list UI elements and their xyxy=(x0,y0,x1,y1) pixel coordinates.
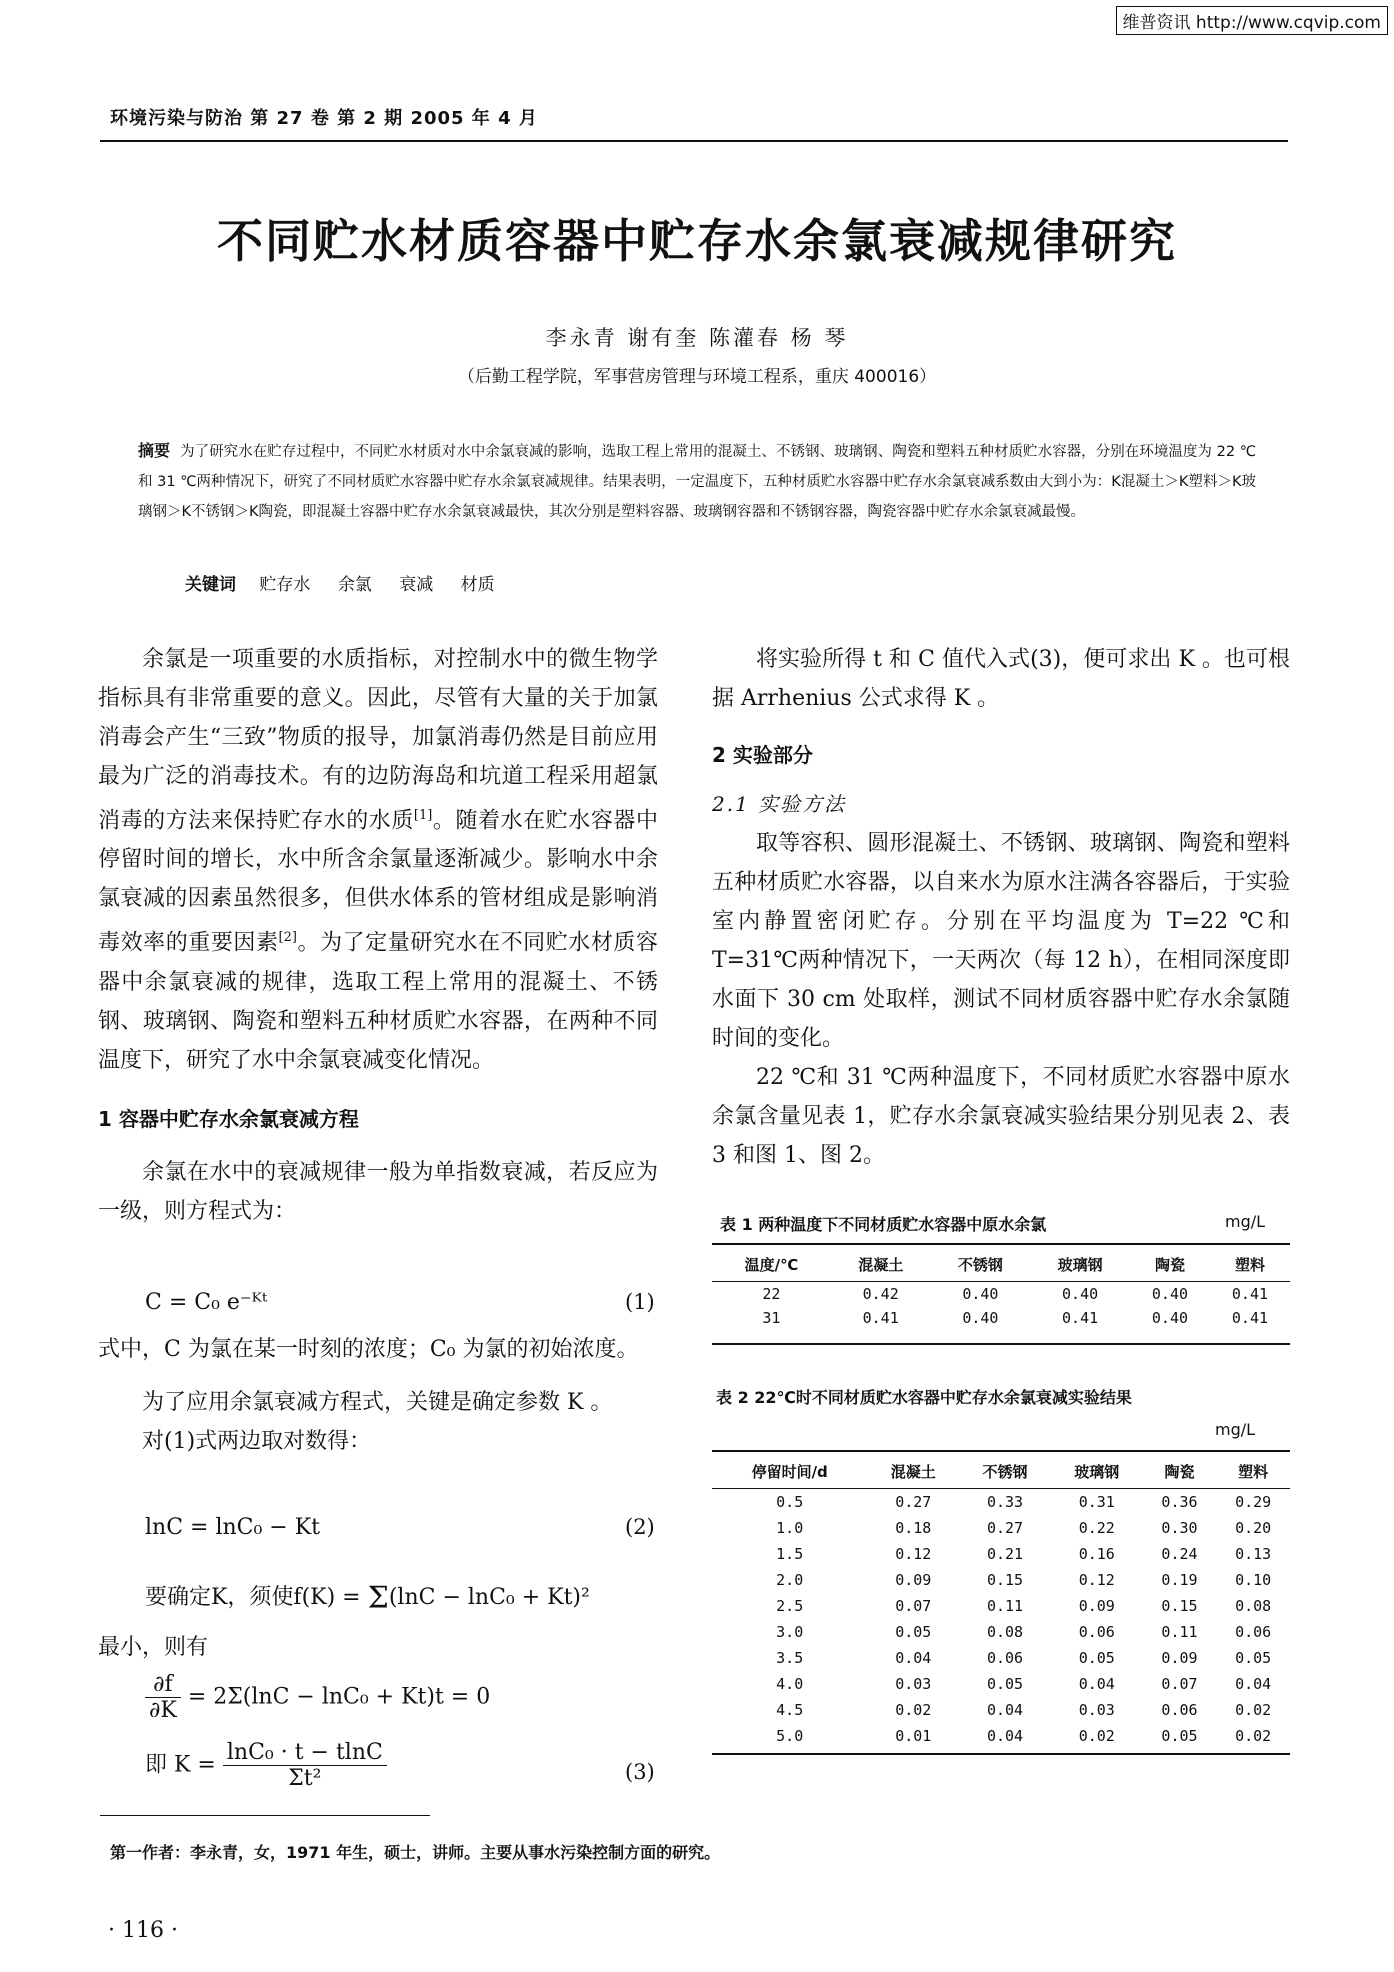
table-2-unit: mg/L xyxy=(1215,1420,1256,1439)
table-1-caption: 表 1 两种温度下不同材质贮水容器中原水余氯 xyxy=(720,1215,1047,1234)
table-row xyxy=(712,1489,1290,1516)
table-row xyxy=(712,1671,1290,1697)
table-header: 不锈钢 xyxy=(982,1463,1028,1481)
left-column-cont xyxy=(98,1330,658,1461)
watermark: 维普资讯 http://www.cqvip.com xyxy=(1116,6,1388,35)
table-cell: 0.11 xyxy=(986,1597,1024,1615)
table-cell: 0.05 xyxy=(1078,1649,1115,1667)
running-header: 环境污染与防治 第 27 卷 第 2 期 2005 年 4 月 xyxy=(110,108,538,129)
table-cell: 0.36 xyxy=(1161,1493,1198,1511)
table-row xyxy=(712,1567,1290,1593)
equation-2: lnC = lnC₀ − Kt xyxy=(145,1515,321,1540)
equation-1: C = C₀ e⁻ᴷᵗ xyxy=(145,1290,268,1315)
table-cell: 0.22 xyxy=(1078,1519,1115,1537)
table-cell: 0.12 xyxy=(895,1545,932,1563)
abstract-label: 摘要 xyxy=(138,441,171,460)
table-cell: 0.41 xyxy=(1231,1309,1269,1327)
table-rule xyxy=(712,1450,1290,1452)
table-cell: 5.0 xyxy=(776,1727,804,1745)
table-cell: 0.04 xyxy=(1078,1675,1115,1693)
table-cell: 0.09 xyxy=(1078,1597,1115,1615)
table-cell: 0.27 xyxy=(986,1519,1024,1537)
abstract-text: 为了研究水在贮存过程中，不同贮水材质对水中余氯衰减的影响，选取工程上常用的混凝土、不锈钢、玻璃钢、陶瓷和塑料五种材质贮水容器，分别在环境温度为 22 ℃和 31 ℃两种情况下，研究了不同材质贮水容器中贮存水余氯衰减规律。结果表明，一定温度下，五种材质贮水容器中贮存水余氯衰减系数由大到小为：K混凝土＞K塑料＞K玻璃钢＞K不锈钢＞K陶瓷，即混凝土容器中贮存水余氯衰减最快，其次分别是塑料容器、玻璃钢容器和不锈钢容器，陶瓷容器中贮存水余氯衰减最慢。 xyxy=(138,444,1256,520)
table-cell: 0.41 xyxy=(1231,1285,1269,1303)
table-header: 塑料 xyxy=(1234,1256,1265,1274)
keywords xyxy=(185,570,517,595)
table-cell: 0.31 xyxy=(1078,1493,1115,1511)
table-header: 塑料 xyxy=(1238,1463,1269,1481)
table-cell: 1.5 xyxy=(776,1545,804,1563)
table-row xyxy=(712,1306,1290,1330)
table-cell: 0.06 xyxy=(1078,1623,1115,1641)
section-1-heading: 1 容器中贮存水余氯衰减方程 xyxy=(98,1106,359,1131)
equation-derivative: $\frac{\partial f}{\partial K}$ = 2Σ(lnC − lnC₀ + Kt)t = 0 xyxy=(145,1672,490,1723)
table-rule xyxy=(712,1753,1290,1755)
table-cell: 0.41 xyxy=(862,1309,899,1327)
paragraph: 将实验所得 t 和 C 值代入式(3)，便可求出 K 。也可根据 Arrhenius 公式求得 K 。 xyxy=(712,647,1290,711)
table-cell: 0.03 xyxy=(895,1675,932,1693)
table-cell: 0.27 xyxy=(895,1493,932,1511)
table-header: 陶瓷 xyxy=(1154,1256,1185,1274)
table-cell: 0.29 xyxy=(1235,1493,1272,1511)
table-header: 玻璃钢 xyxy=(1074,1463,1120,1481)
table-cell: 22 xyxy=(762,1285,781,1303)
table-row xyxy=(712,1593,1290,1619)
table-cell: 0.05 xyxy=(986,1675,1024,1693)
page-number: · 116 · xyxy=(108,1918,178,1943)
table-cell: 2.5 xyxy=(776,1597,804,1615)
table-cell: 0.05 xyxy=(1161,1727,1198,1745)
header-rule xyxy=(100,140,1288,142)
keyword: 余氯 xyxy=(337,575,372,595)
table-cell: 0.04 xyxy=(895,1649,932,1667)
equation-3: 即 K = $\frac{\text{lnC₀ · t − tlnC}}{\text{Σt²}}$ xyxy=(145,1740,387,1791)
table-rule xyxy=(712,1343,1290,1345)
table-cell: 0.40 xyxy=(962,1285,999,1303)
table-2-caption: 表 2 22℃时不同材质贮水容器中贮存水余氯衰减实验结果 xyxy=(716,1388,1132,1407)
table-row xyxy=(712,1515,1290,1541)
table-cell: 0.13 xyxy=(1235,1545,1272,1563)
table-cell: 0.03 xyxy=(1078,1701,1115,1719)
equation-2-number: (2) xyxy=(625,1515,655,1539)
equation-1-number: (1) xyxy=(625,1290,655,1314)
keyword: 材质 xyxy=(460,575,495,595)
table-1 xyxy=(712,1248,1290,1330)
table-cell: 0.08 xyxy=(1235,1597,1272,1615)
table-row xyxy=(712,1619,1290,1645)
table-header-row xyxy=(712,1455,1290,1489)
table-cell: 0.07 xyxy=(1161,1675,1198,1693)
abstract xyxy=(138,436,1256,527)
table-header: 温度/℃ xyxy=(744,1256,799,1274)
paragraph: 取等容积、圆形混凝土、不锈钢、玻璃钢、陶瓷和塑料五种材质贮水容器，以自来水为原水注满各容器后，于实验室内静置密闭贮存。分别在平均温度为 T=22 ℃和 T=31℃两种情况下，一天两次（每 12 h），在相同深度即水面下 30 cm 处取样，测试不同材质容器中贮存水余氯随时间的变化。 xyxy=(712,831,1290,1051)
table-cell: 0.11 xyxy=(1161,1623,1198,1641)
paragraph: 22 ℃和 31 ℃两种温度下，不同材质贮水容器中原水余氯含量见表 1，贮存水余氯衰减实验结果分别见表 2、表 3 和图 1、图 2。 xyxy=(712,1065,1290,1168)
table-cell: 3.0 xyxy=(776,1623,804,1641)
table-header: 停留时间/d xyxy=(751,1463,828,1481)
table-cell: 4.5 xyxy=(776,1701,804,1719)
table-cell: 0.10 xyxy=(1235,1571,1272,1589)
table-cell: 0.24 xyxy=(1161,1545,1198,1563)
table-cell: 0.15 xyxy=(1161,1597,1198,1615)
table-header: 玻璃钢 xyxy=(1057,1256,1103,1274)
table-cell: 0.21 xyxy=(986,1545,1024,1563)
table-cell: 0.33 xyxy=(986,1493,1024,1511)
table-header: 陶瓷 xyxy=(1164,1463,1195,1481)
equation-objective: 要确定K，须使f(K) = Σ(lnC − lnC₀ + Kt)² xyxy=(145,1580,590,1616)
table-1-unit: mg/L xyxy=(1225,1212,1266,1231)
keyword: 衰减 xyxy=(399,575,434,595)
table-cell: 0.19 xyxy=(1161,1571,1198,1589)
table-cell: 0.09 xyxy=(895,1571,932,1589)
affiliation: （后勤工程学院，军事营房管理与环境工程系，重庆 400016） xyxy=(457,367,937,387)
section-2-heading: 2 实验部分 xyxy=(712,743,813,767)
left-column xyxy=(98,640,658,1231)
table-row xyxy=(712,1723,1290,1749)
table-cell: 0.06 xyxy=(1161,1701,1198,1719)
citation[interactable]: [1] xyxy=(413,808,433,823)
table-cell: 0.40 xyxy=(962,1309,999,1327)
paragraph: 为了应用余氯衰减方程式，关键是确定参数 K 。 xyxy=(142,1390,613,1415)
table-cell: 0.40 xyxy=(1062,1285,1099,1303)
table-cell: 0.02 xyxy=(1235,1727,1272,1745)
table-header: 混凝土 xyxy=(890,1463,936,1481)
footnote: 第一作者：李永青，女，1971 年生，硕士，讲师。主要从事水污染控制方面的研究。 xyxy=(110,1843,721,1862)
table-cell: 0.05 xyxy=(895,1623,932,1641)
table-row xyxy=(712,1697,1290,1723)
intro-paragraph: 余氯是一项重要的水质指标，对控制水中的微生物学指标具有非常重要的意义。因此，尽管有大量的关于加氯消毒会产生“三致”物质的报导，加氯消毒仍然是目前应用最为广泛的消毒技术。有的边防海岛和坑道工程采用超氯消毒的方法来保持贮存水的水质[1]。随着水在贮水容器中停留时间的增长，水中所含余氯量逐渐减少。影响水中余氯衰减的因素虽然很多，但供水体系的管材组成是影响消毒效率的重要因素[2]。为了定量研究水在不同贮水材质容器中余氯衰减的规律，选取工程上常用的混凝土、不锈钢、玻璃钢、陶瓷和塑料五种材质贮水容器，在两种不同温度下，研究了水中余氯衰减变化情况。 xyxy=(98,647,658,1073)
table-cell: 2.0 xyxy=(776,1571,804,1589)
table-cell: 0.18 xyxy=(895,1519,932,1537)
table-cell: 3.5 xyxy=(776,1649,804,1667)
paragraph: 式中，C 为氯在某一时刻的浓度；C₀ 为氯的初始浓度。 xyxy=(98,1337,639,1362)
table-cell: 0.40 xyxy=(1151,1285,1189,1303)
table-cell: 0.05 xyxy=(1235,1649,1272,1667)
table-cell: 0.15 xyxy=(986,1571,1024,1589)
table-cell: 4.0 xyxy=(776,1675,804,1693)
table-cell: 0.5 xyxy=(776,1493,804,1511)
table-cell: 0.04 xyxy=(1235,1675,1272,1693)
table-cell: 0.02 xyxy=(895,1701,932,1719)
table-cell: 0.20 xyxy=(1235,1519,1272,1537)
table-cell: 0.30 xyxy=(1161,1519,1198,1537)
citation[interactable]: [2] xyxy=(278,930,297,946)
table-cell: 0.09 xyxy=(1161,1649,1198,1667)
table-cell: 0.42 xyxy=(862,1285,899,1303)
table-cell: 0.16 xyxy=(1078,1545,1115,1563)
table-header-row xyxy=(712,1248,1290,1282)
keyword: 贮存水 xyxy=(259,575,311,595)
authors: 李永青 谢有奎 陈灌春 杨 琴 xyxy=(545,326,849,350)
table-cell: 0.06 xyxy=(986,1649,1024,1667)
table-cell: 0.01 xyxy=(895,1727,932,1745)
table-row xyxy=(712,1282,1290,1307)
table-cell: 0.07 xyxy=(895,1597,932,1615)
table-rule xyxy=(712,1243,1290,1245)
paper-title: 不同贮水材质容器中贮存水余氯衰减规律研究 xyxy=(217,214,1177,268)
table-cell: 0.04 xyxy=(986,1701,1024,1719)
paragraph: 对(1)式两边取对数得： xyxy=(142,1429,372,1454)
table-cell: 0.08 xyxy=(986,1623,1024,1641)
equation-3-number: (3) xyxy=(625,1760,655,1784)
paragraph: 最小，则有 xyxy=(98,1635,209,1660)
table-cell: 0.40 xyxy=(1151,1309,1189,1327)
table-cell: 31 xyxy=(762,1309,781,1327)
footnote-rule xyxy=(100,1815,430,1816)
table-header: 混凝土 xyxy=(858,1256,904,1274)
keywords-label: 关键词 xyxy=(185,575,236,595)
table-cell: 0.04 xyxy=(986,1727,1024,1745)
table-cell: 1.0 xyxy=(776,1519,804,1537)
table-row xyxy=(712,1541,1290,1567)
table-cell: 0.12 xyxy=(1078,1571,1115,1589)
table-cell: 0.02 xyxy=(1078,1727,1115,1745)
table-cell: 0.41 xyxy=(1062,1309,1099,1327)
table-row xyxy=(712,1645,1290,1671)
paragraph: 余氯在水中的衰减规律一般为单指数衰减，若反应为一级，则方程式为： xyxy=(98,1159,658,1224)
section-2-1-heading: 2.1 实验方法 xyxy=(712,792,847,816)
table-cell: 0.02 xyxy=(1235,1701,1272,1719)
right-column xyxy=(712,640,1290,1175)
table-2 xyxy=(712,1455,1290,1749)
table-cell: 0.06 xyxy=(1235,1623,1272,1641)
table-header: 不锈钢 xyxy=(957,1256,1003,1274)
